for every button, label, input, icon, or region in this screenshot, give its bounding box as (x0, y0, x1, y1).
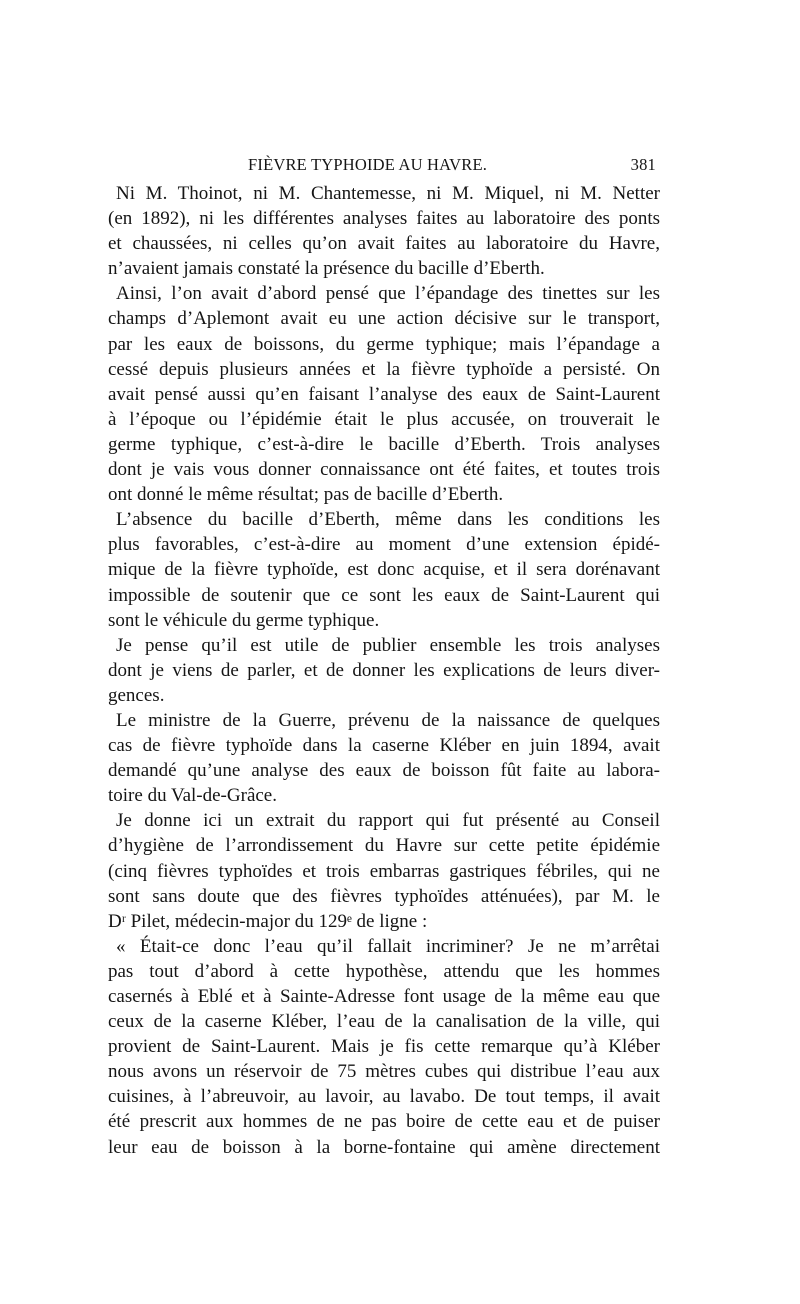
text-line: avait pensé aussi qu’en faisant l’analyse des eaux de Saint-Laurent (108, 383, 660, 405)
text-line: sont sans doute que des fièvres typhoïdes atténuées), par M. le (108, 885, 660, 907)
text-line: cuisines, à l’abreuvoir, au lavoir, au lavabo. De tout temps, il avait (108, 1086, 660, 1108)
text-line: à l’époque ou l’épidémie était le plus accusée, on trouverait le (108, 408, 660, 430)
text-line: « Était-ce donc l’eau qu’il fallait incriminer? Je ne m’arrêtai (116, 935, 660, 957)
text-line: été prescrit aux hommes de ne pas boire de cette eau et de puiser (108, 1111, 660, 1133)
text-line: L’absence du bacille d’Eberth, même dans les conditions les (116, 509, 660, 531)
text-line: plus favorables, c’est-à-dire au moment d’une extension épidé- (108, 534, 660, 556)
text-line: dont je viens de parler, et de donner les explications de leurs diver- (108, 659, 660, 681)
text-line: pas tout d’abord à cette hypothèse, attendu que les hommes (108, 960, 660, 982)
body-text (108, 181, 660, 1160)
text-line: dont je vais vous donner connaissance ont été faites, et toutes trois (108, 459, 660, 481)
text-line: ont donné le même résultat; pas de bacille d’Eberth. (108, 484, 504, 506)
text-line: cessé depuis plusieurs années et la fièvre typhoïde a persisté. On (108, 358, 660, 380)
text-line: Ni M. Thoinot, ni M. Chantemesse, ni M. Miquel, ni M. Netter (116, 183, 660, 204)
text-line: et chaussées, ni celles qu’on avait faites au laboratoire du Havre, (108, 233, 660, 255)
text-line: n’avaient jamais constaté la présence du bacille d’Eberth. (108, 258, 545, 280)
running-title: FIÈVRE TYPHOIDE AU HAVRE. (248, 155, 488, 174)
text-line: nous avons un réservoir de 75 mètres cubes qui distribue l’eau aux (108, 1061, 660, 1083)
text-line: Dʳ Pilet, médecin-major du 129ᵉ de ligne : (108, 910, 428, 932)
text-line: gences. (108, 684, 165, 706)
text-line: sont le véhicule du germe typhique. (108, 609, 380, 631)
text-line: casernés à Eblé et à Sainte-Adresse font usage de la même eau que (108, 986, 660, 1007)
text-line: par les eaux de boissons, du germe typhique; mais l’épandage a (108, 333, 660, 355)
text-line: Je pense qu’il est utile de publier ensemble les trois analyses (116, 634, 660, 656)
text-line: provient de Saint-Laurent. Mais je fis cette remarque qu’à Kléber (108, 1036, 660, 1058)
text-line: (cinq fièvres typhoïdes et trois embarras gastriques fébriles, qui ne (108, 860, 660, 882)
text-line: toire du Val-de-Grâce. (108, 785, 277, 807)
text-line: Le ministre de la Guerre, prévenu de la naissance de quelques (116, 709, 660, 731)
text-line: leur eau de boisson à la borne-fontaine qui amène directement (108, 1136, 660, 1158)
text-line: champs d’Aplemont avait eu une action décisive sur le transport, (108, 308, 660, 330)
text-line: ceux de la caserne Kléber, l’eau de la canalisation de la ville, qui (108, 1011, 660, 1033)
text-line: Ainsi, l’on avait d’abord pensé que l’épandage des tinettes sur les (116, 283, 660, 305)
text-line: germe typhique, c’est-à-dire le bacille d’Eberth. Trois analyses (108, 433, 660, 455)
text-line: cas de fièvre typhoïde dans la caserne Kléber en juin 1894, avait (108, 735, 660, 757)
text-line: (en 1892), ni les différentes analyses faites au laboratoire des ponts (108, 208, 660, 230)
text-line: mique de la fièvre typhoïde, est donc acquise, et il sera dorénavant (108, 559, 660, 581)
text-line: Je donne ici un extrait du rapport qui fut présenté au Conseil (116, 810, 660, 832)
text-line: demandé qu’une analyse des eaux de boisson fût faite au labora- (108, 760, 660, 782)
text-line: d’hygiène de l’arrondissement du Havre sur cette petite épidémie (108, 835, 660, 857)
text-line: impossible de soutenir que ce sont les eaux de Saint-Laurent qui (108, 584, 660, 606)
page-number: 381 (630, 155, 656, 174)
